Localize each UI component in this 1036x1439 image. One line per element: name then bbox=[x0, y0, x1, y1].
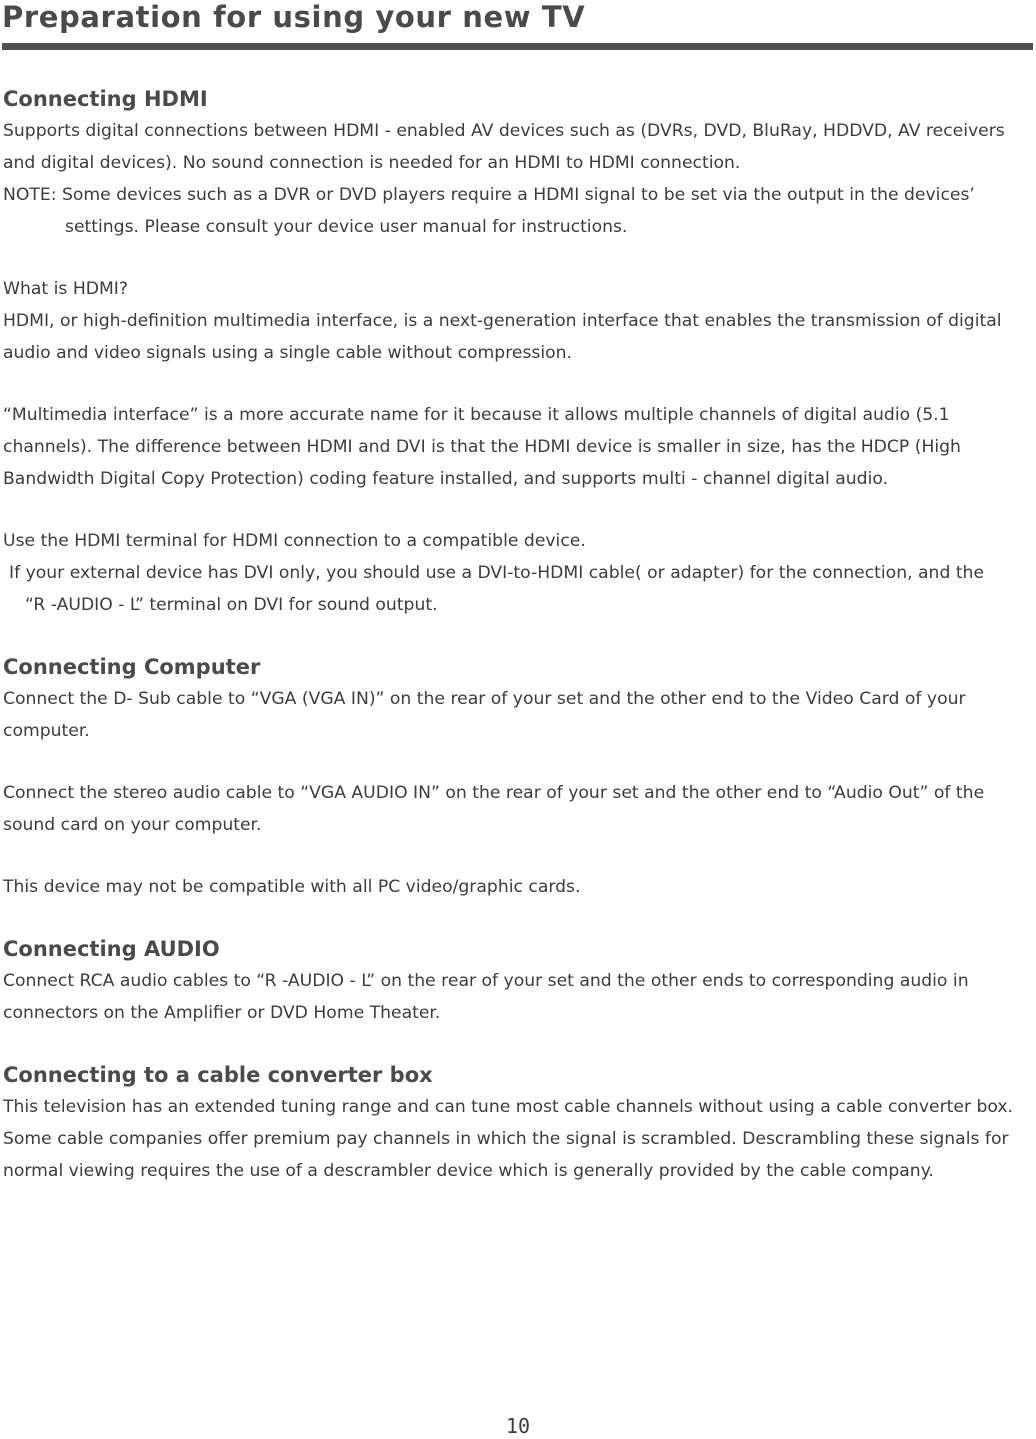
hdmi-question: What is HDMI? bbox=[3, 279, 128, 299]
section-heading-hdmi: Connecting HDMI bbox=[3, 87, 208, 111]
section-heading-cable-box: Connecting to a cable converter box bbox=[3, 1063, 433, 1087]
page-content bbox=[3, 83, 1033, 1217]
hdmi-paragraph-dvi-line2: “R -AUDIO - L” terminal on DVI for sound output. bbox=[25, 595, 438, 615]
hdmi-note: NOTE: Some devices such as a DVR or DVD players require a HDMI signal to be set via the output in the devices’ settings. Please consult your device user manual for instructions. bbox=[3, 185, 975, 237]
computer-paragraph-compat: This device may not be compatible with all PC video/graphic cards. bbox=[3, 877, 581, 897]
section-heading-audio: Connecting AUDIO bbox=[3, 937, 220, 961]
section-hdmi bbox=[3, 83, 1033, 621]
page-number: 10 bbox=[505, 1414, 531, 1438]
page-title: Preparation for using your new TV bbox=[2, 0, 586, 34]
hdmi-paragraph-terminal: Use the HDMI terminal for HDMI connection to a compatible device. bbox=[3, 531, 586, 551]
section-heading-computer: Connecting Computer bbox=[3, 655, 261, 679]
title-rule bbox=[2, 43, 1033, 50]
hdmi-paragraph-multimedia: “Multimedia interface” is a more accurate name for it because it allows multiple channels of digital audio (5.1 channels). The difference between HDMI and DVI is that the HDMI device is smaller in size, has the HDCP (High Bandwidth Digital Copy Protection) coding feature installed, and supports multi - channel digital audio. bbox=[3, 405, 961, 489]
section-computer bbox=[3, 651, 1033, 903]
computer-paragraph-vga: Connect the D- Sub cable to “VGA (VGA IN)” on the rear of your set and the other end to the Video Card of your computer. bbox=[3, 689, 966, 741]
audio-paragraph: Connect RCA audio cables to “R -AUDIO - L” on the rear of your set and the other ends to corresponding audio in connectors on the Amplifier or DVD Home Theater. bbox=[3, 971, 969, 1023]
hdmi-paragraph-dvi-line1: If your external device has DVI only, you should use a DVI-to-HDMI cable( or adapter) for the connection, and the bbox=[9, 563, 985, 583]
section-cable-box bbox=[3, 1059, 1033, 1187]
computer-paragraph-audio: Connect the stereo audio cable to “VGA AUDIO IN” on the rear of your set and the other end to “Audio Out” of the sound card on your computer. bbox=[3, 783, 985, 835]
section-audio bbox=[3, 933, 1033, 1029]
hdmi-paragraph-definition: HDMI, or high-definition multimedia interface, is a next-generation interface that enables the transmission of digital audio and video signals using a single cable without compression. bbox=[3, 311, 1002, 363]
cable-box-paragraph: This television has an extended tuning range and can tune most cable channels without using a cable converter box. Some cable companies offer premium pay channels in which the signal is scrambled. Descrambling these signals for normal viewing requires the use of a descrambler device which is generally provided by the cable company. bbox=[3, 1097, 1014, 1181]
hdmi-paragraph-intro: Supports digital connections between HDMI - enabled AV devices such as (DVRs, DVD, BluRay, HDDVD, AV receivers and digital devices). No sound connection is needed for an HDMI to HDMI connection. bbox=[3, 121, 1005, 173]
